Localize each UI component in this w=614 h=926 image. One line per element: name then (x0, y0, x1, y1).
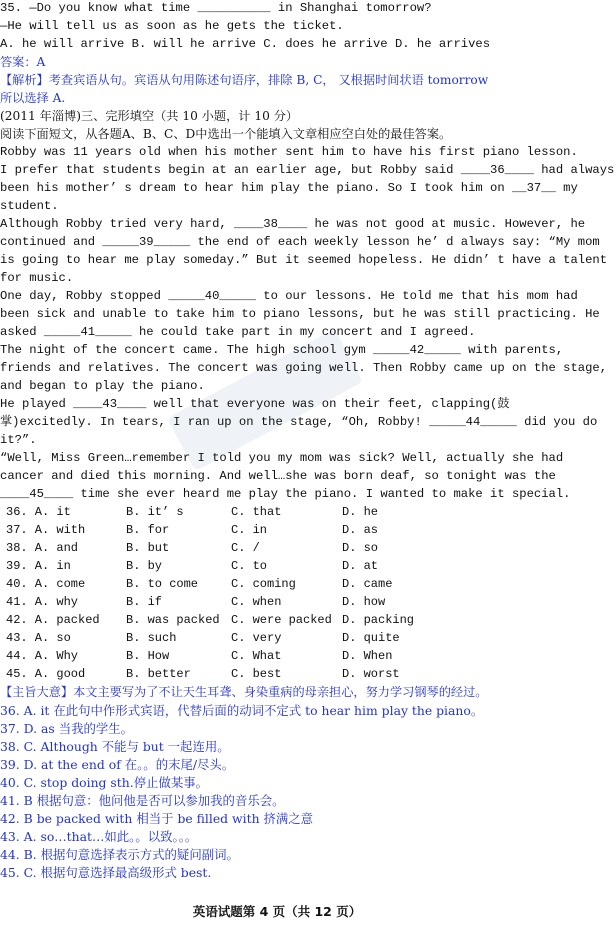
option-cell: C. / (231, 541, 260, 555)
passage-text: did you do (516, 415, 598, 429)
passage-text: continued and (0, 235, 103, 249)
q35-options: A. he will arrive B. will he arrive C. does he arrive D. he arrives (0, 37, 491, 51)
option-cell: D. quite (342, 631, 400, 645)
passage-line (0, 270, 73, 287)
option-cell: B. How (126, 649, 170, 663)
passage-text: asked (0, 325, 44, 339)
section-title: (2011 年淄博)三、完形填空（共 10 小题，计 10 分） (0, 109, 299, 123)
passage-text: One day, Robby stopped (0, 289, 169, 303)
solution-line: 39. D. at the end of 在。。的末尾/尽头。 (0, 757, 235, 772)
passage-line (0, 180, 578, 197)
passage-line (0, 360, 607, 377)
passage-text: is going to hear me play someday.” But it seemed hopeless. He didn’ t have a talent (0, 253, 608, 267)
option-cell: C. to (231, 559, 268, 573)
option-cell: D. packing (342, 613, 415, 627)
solution-line: 43. A. so…that…如此。。以致。。。 (0, 829, 198, 844)
passage-text: to our lessons. He told me that his mom had (255, 289, 578, 303)
blank: _____41_____ (43, 325, 132, 339)
blank: _____39_____ (102, 235, 191, 249)
passage-text: he was not good at music. However, he (307, 217, 586, 231)
blank: ____45____ (0, 487, 74, 501)
option-cell: D. at (342, 559, 379, 573)
section-instructions: 阅读下面短文，从各题A、B、C、D中选出一个能填入文章相应空白处的最佳答案。 (0, 127, 452, 141)
option-cell: D. he (342, 505, 379, 519)
blank: ____43____ (73, 397, 147, 411)
passage-text: it?”. (0, 433, 37, 447)
solution-line: 41. B 根据句意：他问他是否可以参加我的音乐会。 (0, 793, 285, 808)
passage-line (0, 468, 556, 485)
option-cell: C. What (231, 649, 282, 663)
passage-line (0, 198, 59, 215)
passage-line (0, 144, 578, 161)
passage-line (0, 378, 205, 395)
passage-line (0, 396, 510, 413)
option-cell: C. that (231, 505, 282, 519)
passage-text: The night of the concert came. The high school gym (0, 343, 373, 357)
option-cell: B. was packed (126, 613, 220, 627)
passage-text: my (555, 181, 578, 195)
passage-text: I prefer that students begin at an earlier age, but Robby said (0, 163, 461, 177)
passage-line (0, 414, 597, 431)
solution-line: 36. A. it 在此句中作形式宾语，代替后面的动词不定式 to hear him play the piano。 (0, 703, 484, 718)
main-idea: 【主旨大意】本文主要写为了不让天生耳聋、身染重病的母亲担心，努力学习钢琴的经过。 (0, 685, 488, 699)
passage-text: been his mother’ s dream to hear him play the piano. So I took him on (0, 181, 512, 195)
passage-line (0, 234, 600, 251)
passage-line (0, 486, 570, 503)
passage-line (0, 252, 607, 269)
passage-text: he could take part in my concert and I agreed. (131, 325, 476, 339)
passage-text: been sick and unable to take him to piano lessons, but he was still practicing. He (0, 307, 600, 321)
option-cell: B. such (126, 631, 177, 645)
option-cell: 37. A. with (6, 523, 86, 537)
option-cell: D. as (342, 523, 379, 537)
passage-text: and began to play the piano. (0, 379, 205, 393)
q35-answer: 答案：A (0, 55, 46, 69)
option-cell: 42. A. packed (6, 613, 100, 627)
option-cell: 36. A. it (6, 505, 71, 519)
passage-text: had always (533, 163, 614, 177)
blank: __37__ (511, 181, 556, 195)
passage-text: for music. (0, 271, 74, 285)
option-cell: D. came (342, 577, 393, 591)
solution-line: 37. D. as 当我的学生。 (0, 721, 134, 736)
option-cell: C. in (231, 523, 268, 537)
option-cell: D. worst (342, 667, 400, 681)
option-cell: 43. A. so (6, 631, 71, 645)
option-cell: C. best (231, 667, 282, 681)
option-cell: D. how (342, 595, 386, 609)
blank: ____36____ (460, 163, 534, 177)
q35-line1: 35. —Do you know what time __________ in Shanghai tomorrow? (0, 1, 432, 15)
passage-line (0, 216, 585, 233)
blank: ____38____ (234, 217, 308, 231)
blank: _____42_____ (373, 343, 461, 357)
option-cell: 45. A. good (6, 667, 86, 681)
option-cell: 40. A. come (6, 577, 86, 591)
option-cell: C. were packed (231, 613, 332, 627)
passage-line (0, 324, 475, 341)
q35-analysis-line1: 【解析】考查宾语从句。宾语从句用陈述句语序，排除 B, C， 又根据时间状语 tomorrow (0, 73, 489, 87)
option-cell: 38. A. and (6, 541, 79, 555)
option-cell: 41. A. why (6, 595, 79, 609)
passage-text: He played (0, 397, 74, 411)
page-footer: 英语试题第 4 页（共 12 页） (192, 904, 362, 919)
passage-text: Although Robby tried very hard, (0, 217, 235, 231)
option-cell: B. to come (126, 577, 199, 591)
option-cell: B. for (126, 523, 170, 537)
option-cell: D. When (342, 649, 393, 663)
passage-text: friends and relatives. The concert was going well. Then Robby came up on the stage, (0, 361, 608, 375)
option-cell: 44. A. Why (6, 649, 79, 663)
option-cell: C. coming (231, 577, 296, 591)
passage-line (0, 288, 578, 305)
passage-text: well that everyone was on their feet, clapping(鼓 (146, 397, 510, 411)
passage-text: time she ever heard me play the piano. I wanted to make it special. (73, 487, 571, 501)
solution-line: 44. B. 根据句意选择表示方式的疑问副词。 (0, 847, 239, 862)
solution-line: 40. C. stop doing sth.停止做某事。 (0, 775, 209, 790)
q35-line2: —He will tell us as soon as he gets the ticket. (0, 19, 344, 33)
solution-line: 42. B be packed with 相当于 be filled with 挤满之意 (0, 811, 314, 826)
option-cell: B. if (126, 595, 163, 609)
option-cell: B. better (126, 667, 191, 681)
passage-text: “Well, Miss Green…remember I told you my mom was sick? Well, actually she had (0, 451, 564, 465)
passage-line (0, 450, 563, 467)
passage-line (0, 342, 563, 359)
passage-text: the end of each weekly lesson he’ d always say: “My mom (190, 235, 600, 249)
passage-line (0, 432, 37, 449)
option-cell: D. so (342, 541, 379, 555)
option-cell: 39. A. in (6, 559, 71, 573)
q35-analysis-line2: 所以选择 A. (0, 91, 66, 105)
passage-line (0, 162, 614, 179)
option-cell: B. it’ s (126, 505, 184, 519)
solution-line: 45. C. 根据句意选择最高级形式 best. (0, 865, 212, 880)
passage-text: 掌)excitedly. In tears, I ran up on the stage, “Oh, Robby! (0, 415, 430, 429)
option-cell: B. but (126, 541, 170, 555)
option-cell: B. by (126, 559, 163, 573)
solution-line: 38. C. Although 不能与 but 一起连用。 (0, 739, 230, 754)
option-cell: C. very (231, 631, 282, 645)
passage-text: with parents, (460, 343, 564, 357)
passage-line (0, 306, 600, 323)
passage-text: Robby was 11 years old when his mother sent him to have his first piano lesson. (0, 145, 578, 159)
blank: _____44_____ (429, 415, 517, 429)
passage-text: student. (0, 199, 59, 213)
option-cell: C. when (231, 595, 282, 609)
passage-text: cancer and died this morning. And well…she was born deaf, so tonight was the (0, 469, 556, 483)
blank: _____40_____ (168, 289, 256, 303)
